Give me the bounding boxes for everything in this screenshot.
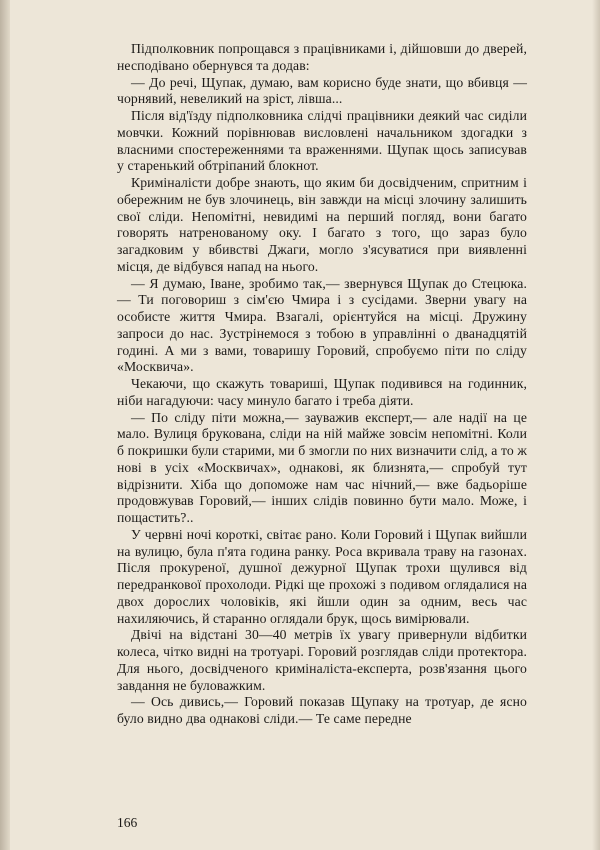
paragraph: Після від'їзду підполковника слідчі працівники деякий час сиділи мовчки. Кожний порівнював висловлені начальником здогадки з власними спостереженнями та враженнями. Щупак щось записував у старенький обтріпаний блокнот. <box>117 108 527 174</box>
paragraph: Криміналісти добре знають, що яким би досвідченим, спритним і обережним не був злочинець, він завжди на місці злочину залишить свої сліди. Непомітні, невидимі на перший погляд, вони багато говорять натренованому оку. І багато з того, що зараз було загадковим у вбивстві Джаги, могло з'ясуватися при виявленні місця, де відбувся напад на нього. <box>117 175 527 274</box>
paragraph: У червні ночі короткі, світає рано. Коли Горовий і Щупак вийшли на вулицю, була п'ята година ранку. Роса вкривала траву на газонах. Після прокуреної, душної дежурної Щупак трохи щулився від передранкової прохолоди. Рідкі ще прохожі з подивом оглядалися на двох дорослих чоловіків, які йшли один за одним, весь час нахиляючись, й старанно оглядали брук, щось вимірювали. <box>117 526 527 626</box>
page-number: 166 <box>117 815 138 830</box>
paragraph: — По сліду піти можна,— зауважив експерт,— але надії на це мало. Вулиця брукована, сліди на ній майже зовсім непомітні. Коли б покришки були старими, ми б змогли по них визначити слід, а то ж нові в усіх «Москвичах», однакові, як близнята,— спробуй тут відрізнити. Хіба що допоможе нам час нічний,— вже бадьоріше продовжував Горовий,— інших слідів повинно бути мало. Може, і пощастить?.. <box>117 409 527 525</box>
paragraph: — Я думаю, Іване, зробимо так,— звернувся Щупак до Стецюка. — Ти поговориш з сім'єю Чмира і з сусідами. Зверни увагу на особисте життя Чмира. Взагалі, орієнтуйся на місці. Дружину запроси до нас. Зустрінемося з тобою в управлінні о дванадцятій годині. А ми з вами, товаришу Горовий, спробуємо піти по сліду «Москвича». <box>117 275 527 375</box>
paragraph: Двічі на відстані 30—40 метрів їх увагу привернули відбитки колеса, чітко видні на тротуарі. Горовий розглядав сліди протектора. Для нього, досвідченого криміналіста-експерта, розв'язання цього завдання не буловажким. <box>117 627 527 693</box>
paragraph: — Ось дивись,— Горовий показав Щупаку на тротуар, де ясно було видно два однакові сліди.— Те саме передне <box>117 694 527 726</box>
paragraph: — До речі, Щупак, думаю, вам корисно буде знати, що вбивця — чорнявий, невеликий на зріст, лівша... <box>117 74 527 107</box>
paragraph: Чекаючи, що скажуть товариші, Щупак подивився на годинник, ніби нагадуючи: часу минуло багато і треба діяти. <box>117 376 527 408</box>
paragraph: Підполковник попрощався з працівниками і, дійшовши до дверей, несподівано обернувся та додав: <box>117 41 527 73</box>
body-text <box>117 41 527 728</box>
